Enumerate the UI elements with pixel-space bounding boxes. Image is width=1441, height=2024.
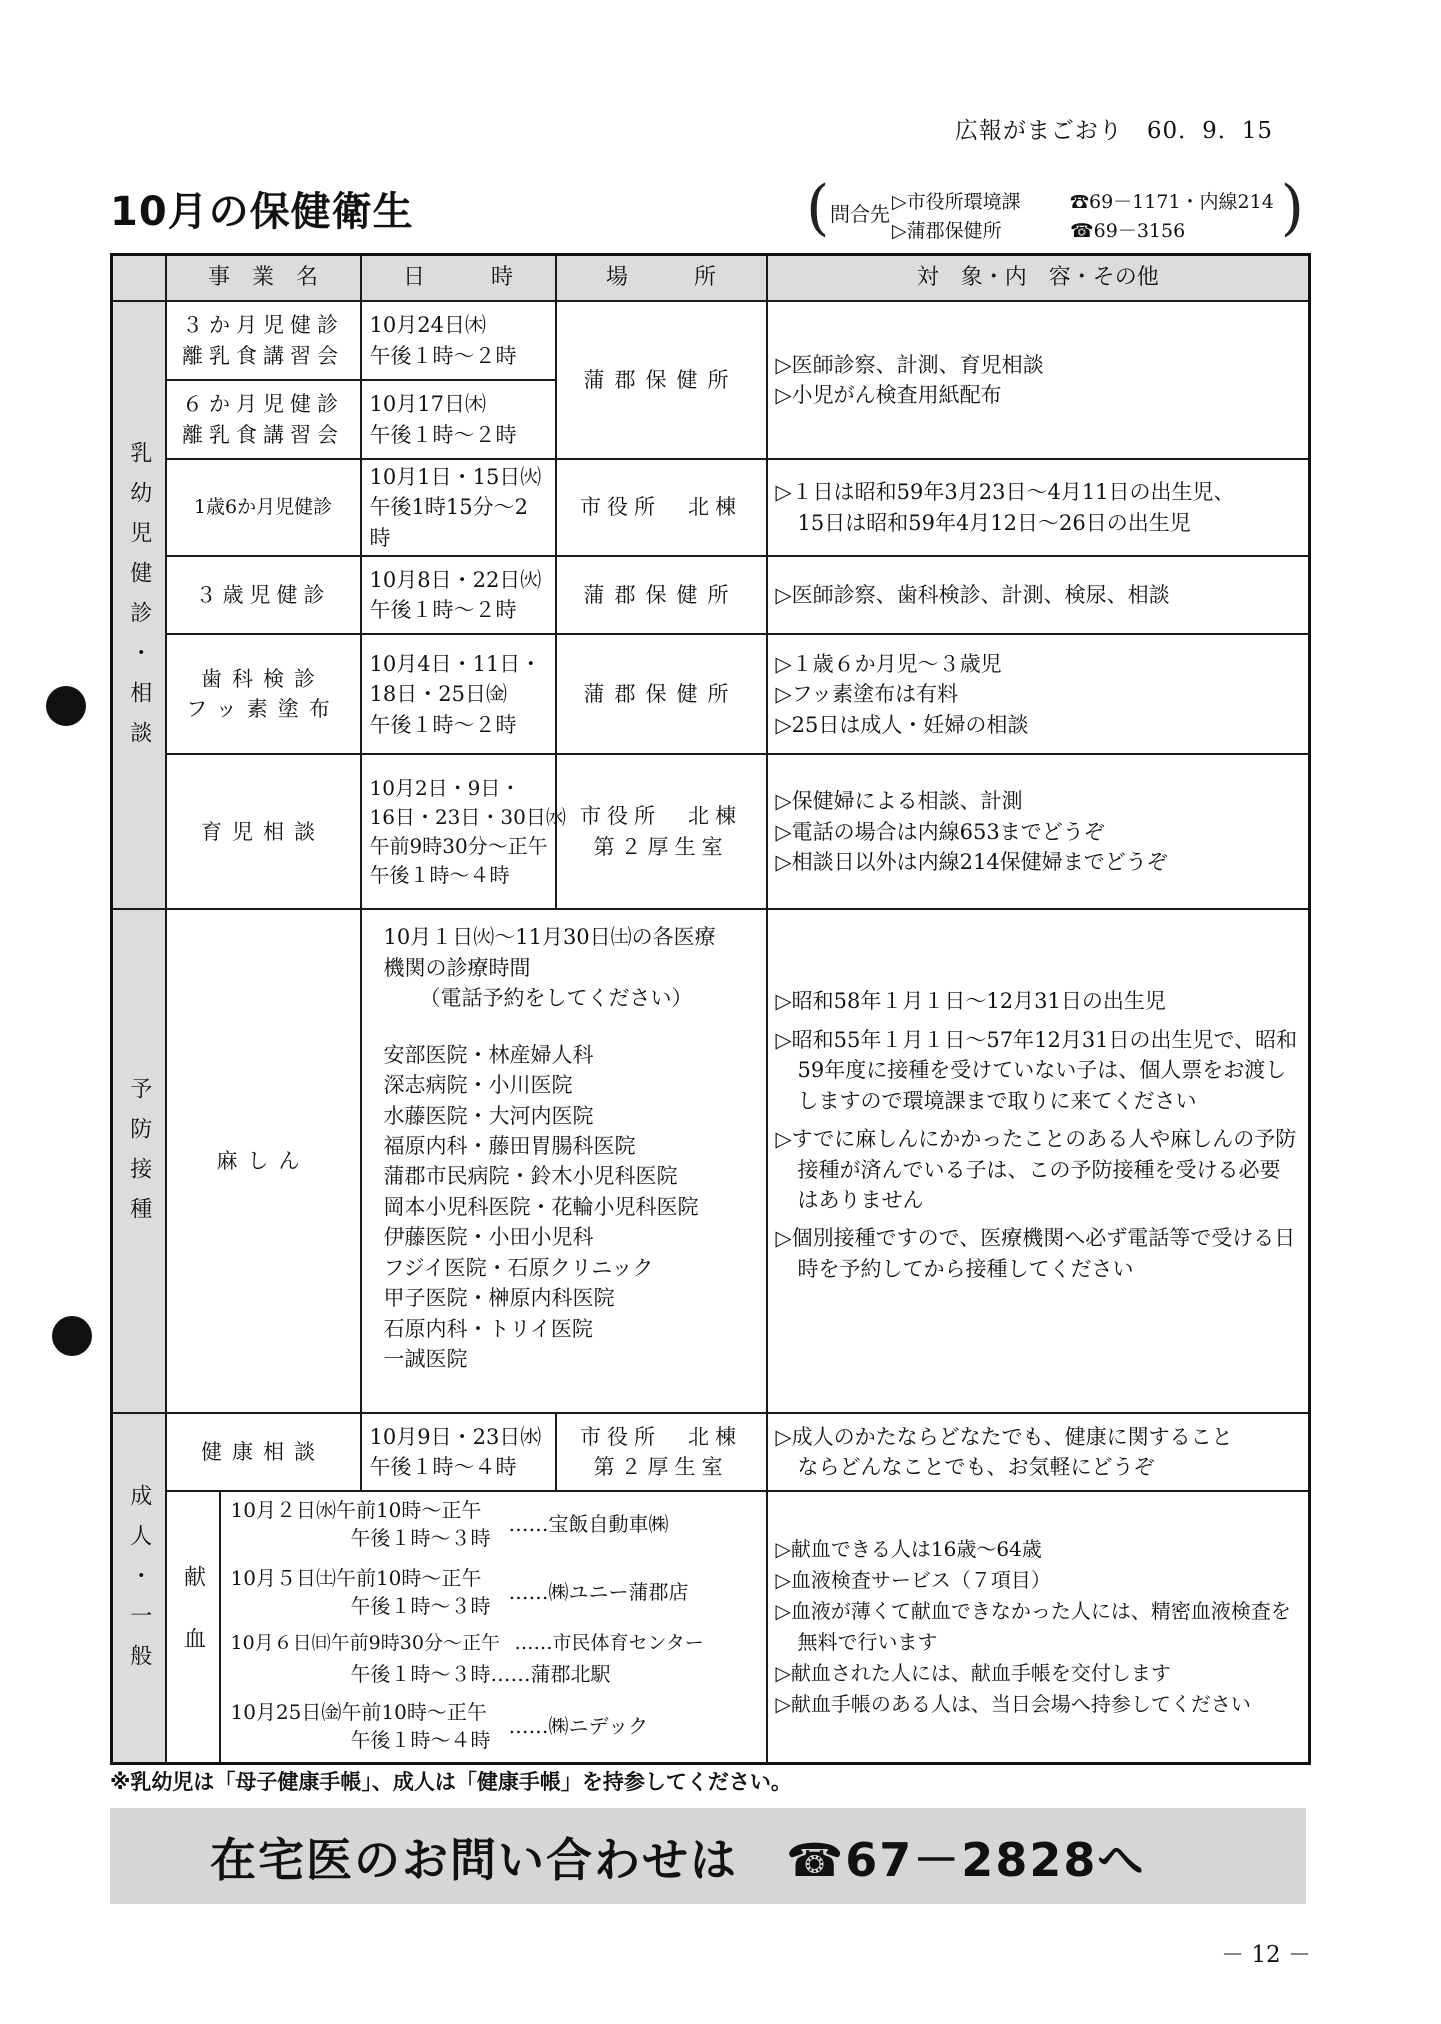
clinic-list bbox=[370, 1040, 758, 1375]
schedule-line: 午後１時～３時 bbox=[350, 1526, 491, 1551]
contact-office: ▷蒲郡保健所 bbox=[892, 220, 1002, 242]
date-cell bbox=[361, 634, 556, 754]
date-line: 10月2日・9日・ bbox=[369, 775, 521, 800]
date-line: 10月4日・11日・ bbox=[369, 651, 542, 676]
info-cell bbox=[767, 556, 1310, 634]
schedule-line: ……市民体育センター bbox=[514, 1632, 704, 1655]
contact-line bbox=[892, 187, 1274, 214]
place-cell: 市役所 北棟 bbox=[556, 459, 767, 556]
info-line: ▷医師診察、計測、育児相談 bbox=[775, 352, 1044, 377]
blood-schedule bbox=[221, 1492, 766, 1762]
page-title: 10月の保健衛生 bbox=[110, 189, 414, 235]
contact-box bbox=[806, 173, 1304, 244]
info-line: ▷小児がん検査用紙配布 bbox=[775, 383, 1002, 407]
date-line: 10月1日・15日㈫ bbox=[369, 465, 542, 489]
place-line: 第２厚生室 bbox=[593, 1455, 729, 1480]
schedule-line: ……㈱ニデック bbox=[508, 1714, 649, 1739]
info-line: ▷血液検査サービス（７項目） bbox=[775, 1568, 1051, 1593]
info-line: ▷１日は昭和59年3月23日～4月11日の出生児、 bbox=[775, 480, 1235, 505]
info-cell bbox=[767, 634, 1310, 754]
info-line: ▷昭和55年１月１日～57年12月31日の出生児で、昭和59年度に接種を受けていない子は、個人票をお渡ししますので環境課まで取りに来てください bbox=[775, 1027, 1298, 1113]
date-cell bbox=[361, 301, 556, 380]
table-row bbox=[112, 459, 1310, 556]
program-name bbox=[166, 634, 361, 754]
intro-line: 10月１日㈫～11月30日㈯の各医療 bbox=[383, 925, 716, 950]
info-cell bbox=[767, 1413, 1310, 1491]
schedule-line: 10月５日㈯午前10時～正午 bbox=[230, 1566, 482, 1591]
info-line: ▷昭和58年１月１日～12月31日の出生児 bbox=[775, 989, 1166, 1014]
clinic-item: 一誠医院 bbox=[383, 1347, 468, 1371]
header-blank bbox=[112, 255, 166, 302]
left-paren: ( bbox=[806, 173, 830, 243]
table-row bbox=[112, 1413, 1310, 1491]
info-line: ▷保健婦による相談、計測 bbox=[775, 789, 1023, 814]
table-row bbox=[112, 909, 1310, 1413]
info-line: ▷医師診察、歯科検診、計測、検尿、相談 bbox=[775, 583, 1170, 608]
date-line: 午後１時～２時 bbox=[369, 343, 517, 368]
schedule-line: ……宝飯自動車㈱ bbox=[508, 1512, 669, 1537]
info-cell bbox=[767, 754, 1310, 909]
schedule-table bbox=[110, 253, 1311, 1765]
publication-name: 広報がまごおり bbox=[954, 118, 1123, 144]
schedule-line: 午後１時～３時……蒲郡北駅 bbox=[350, 1662, 611, 1687]
info-line: ▷個別接種ですので、医療機関へ必ず電話等で受ける日時を予約してから接種してください bbox=[775, 1226, 1296, 1281]
footnote: ※乳幼児は「母子健康手帳」、成人は「健康手帳」を持参してください。 bbox=[110, 1770, 792, 1794]
name-line: 離乳食講習会 bbox=[182, 422, 344, 447]
contact-tel: ☎69－1171・内線214 bbox=[1070, 191, 1274, 213]
date-cell bbox=[361, 1413, 556, 1491]
info-line: ▷25日は成人・妊婦の相談 bbox=[775, 712, 1029, 737]
info-cell bbox=[767, 301, 1310, 459]
place-cell: 蒲郡保健所 bbox=[556, 634, 767, 754]
schedule-line: 10月25日㈮午前10時～正午 bbox=[230, 1700, 487, 1725]
date-line: 10月17日㈭ bbox=[369, 392, 486, 417]
date-line: 午前9時30分～正午 bbox=[369, 833, 548, 858]
program-name bbox=[166, 301, 361, 380]
program-name: 育児相談 bbox=[166, 754, 361, 909]
info-line: ▷相談日以外は内線214保健婦までどうぞ bbox=[775, 850, 1168, 875]
category-label: 予防接種 bbox=[126, 1077, 152, 1238]
header-name: 事 業 名 bbox=[166, 255, 361, 302]
place-cell bbox=[556, 754, 767, 909]
right-paren: ) bbox=[1280, 173, 1304, 243]
contact-label: 問合先 bbox=[830, 202, 890, 226]
clinic-item: 甲子医院・榊原内科医院 bbox=[383, 1286, 615, 1311]
blood-donation-inner bbox=[167, 1492, 766, 1762]
banner-text: 在宅医のお問い合わせは ☎67－2828へ bbox=[210, 1833, 1146, 1887]
date-line: 10月9日・23日㈬ bbox=[369, 1424, 542, 1449]
issue-date: 60．9．15 bbox=[1146, 118, 1273, 144]
category-infant bbox=[112, 301, 166, 909]
program-name: ３歳児健診 bbox=[166, 556, 361, 634]
name-line: 歯科検診 bbox=[201, 666, 325, 691]
name-line: 離乳食講習会 bbox=[182, 343, 344, 368]
clinic-item: 福原内科・藤田胃腸科医院 bbox=[383, 1133, 636, 1158]
info-line: ▷献血手帳のある人は、当日会場へ持参してください bbox=[775, 1692, 1251, 1717]
place-line: 第２厚生室 bbox=[593, 834, 729, 859]
info-line: ならどんなことでも、お気軽にどうぞ bbox=[797, 1455, 1155, 1480]
place-line: 市役所 北棟 bbox=[580, 804, 742, 829]
clinic-item: 蒲郡市民病院・鈴木小児科医院 bbox=[383, 1164, 678, 1189]
category-vaccine bbox=[112, 909, 166, 1413]
schedule-line: 午後１時～３時 bbox=[350, 1594, 491, 1619]
table-header-row bbox=[112, 255, 1310, 302]
name-line: ６か月児健診 bbox=[182, 392, 344, 417]
clinics-cell bbox=[361, 909, 767, 1413]
clinic-item: フジイ医院・石原クリニック bbox=[383, 1255, 654, 1280]
info-cell bbox=[767, 1491, 1310, 1764]
table-row bbox=[112, 1491, 1310, 1764]
page-header bbox=[955, 112, 1273, 145]
info-line: ▷血液が薄くて献血できなかった人には、精密血液検査を無料で行います bbox=[775, 1599, 1291, 1655]
date-line: 18日・25日㈮ bbox=[369, 682, 507, 707]
info-line: ▷献血された人には、献血手帳を交付します bbox=[775, 1661, 1171, 1686]
program-name: 健康相談 bbox=[166, 1413, 361, 1491]
date-cell bbox=[361, 754, 566, 909]
clinic-item: 岡本小児科医院・花輪小児科医院 bbox=[383, 1194, 699, 1219]
schedule-line: 10月２日㈬午前10時～正午 bbox=[230, 1498, 482, 1523]
info-line: ▷フッ素塗布は有料 bbox=[775, 682, 959, 707]
date-line: 10月8日・22日㈫ bbox=[369, 567, 542, 592]
contact-line bbox=[892, 216, 1186, 243]
date-cell bbox=[361, 459, 556, 556]
clinic-item: 水藤医院・大河内医院 bbox=[383, 1103, 594, 1128]
page-number: － 12 － bbox=[1221, 1942, 1311, 1968]
blood-donation-label-cell bbox=[167, 1492, 221, 1762]
name-line: フッ素塗布 bbox=[186, 697, 340, 722]
name-line: ３か月児健診 bbox=[182, 313, 344, 338]
blood-donation-cell bbox=[166, 1491, 767, 1764]
schedule-line: ……㈱ユニー蒲郡店 bbox=[508, 1580, 689, 1605]
schedule-line: 午後１時～４時 bbox=[350, 1728, 491, 1753]
category-label: 乳幼児健診・相談 bbox=[126, 440, 152, 761]
info-line: ▷電話の場合は内線653までどうぞ bbox=[775, 819, 1105, 844]
program-name bbox=[166, 380, 361, 459]
intro-line: （電話予約をしてください） bbox=[419, 986, 693, 1011]
table-row bbox=[112, 754, 1310, 909]
home-doctor-banner bbox=[110, 1808, 1306, 1904]
date-line: 16日・23日・30日㈬ bbox=[369, 804, 566, 829]
date-cell bbox=[361, 380, 556, 459]
date-line: 午後１時～２時 bbox=[369, 598, 517, 623]
info-line: ▷すでに麻しんにかかったことのある人や麻しんの予防接種が済んでいる子は、この予防接種を受ける必要はありません bbox=[775, 1127, 1297, 1212]
table-row bbox=[112, 301, 1310, 380]
category-label: 成人・一般 bbox=[126, 1484, 152, 1685]
date-line: 午後１時～４時 bbox=[369, 1455, 517, 1480]
clinic-item: 安部医院・林産婦人科 bbox=[383, 1042, 594, 1067]
table-row bbox=[112, 634, 1310, 754]
info-line: ▷成人のかたならどなたでも、健康に関すること bbox=[775, 1424, 1233, 1449]
category-adult bbox=[112, 1413, 166, 1764]
date-cell bbox=[361, 556, 556, 634]
place-cell: 蒲郡保健所 bbox=[556, 556, 767, 634]
date-line: 10月24日㈭ bbox=[369, 313, 486, 338]
intro-line: 機関の診療時間 bbox=[383, 955, 531, 980]
table-row bbox=[112, 556, 1310, 634]
header-date: 日 時 bbox=[361, 255, 556, 302]
schedule-line: 10月６日㈰午前9時30分～正午 bbox=[230, 1632, 500, 1655]
program-name: 麻しん bbox=[166, 909, 361, 1413]
binder-hole-1 bbox=[46, 686, 86, 726]
place-cell: 蒲郡保健所 bbox=[556, 301, 767, 459]
place-cell bbox=[556, 1413, 767, 1491]
place-line: 市役所 北棟 bbox=[580, 1424, 742, 1449]
clinic-item: 石原内科・トリイ医院 bbox=[383, 1316, 593, 1341]
binder-hole-2 bbox=[52, 1316, 92, 1356]
info-cell bbox=[767, 909, 1310, 1413]
info-line: ▷献血できる人は16歳～64歳 bbox=[775, 1537, 1042, 1562]
info-line: ▷１歳６か月児～３歳児 bbox=[775, 651, 1002, 676]
program-name: 献血 bbox=[180, 1565, 206, 1690]
clinic-item: 伊藤医院・小田小児科 bbox=[383, 1225, 594, 1250]
program-name: 1歳6か月児健診 bbox=[166, 459, 361, 556]
contact-office: ▷市役所環境課 bbox=[892, 191, 1021, 213]
header-info: 対 象・内 容・その他 bbox=[767, 255, 1310, 302]
date-line: 午後1時15分～2時 bbox=[369, 495, 528, 550]
info-cell bbox=[767, 459, 1310, 556]
date-line: 午後１時～２時 bbox=[369, 712, 517, 737]
clinic-item: 深志病院・小川医院 bbox=[383, 1073, 573, 1098]
header-place: 場 所 bbox=[556, 255, 767, 302]
contact-tel: ☎69－3156 bbox=[1070, 220, 1186, 242]
date-line: 午後１時～４時 bbox=[369, 862, 510, 887]
info-line: 15日は昭和59年4月12日～26日の出生児 bbox=[797, 510, 1191, 535]
date-line: 午後１時～２時 bbox=[369, 422, 517, 447]
